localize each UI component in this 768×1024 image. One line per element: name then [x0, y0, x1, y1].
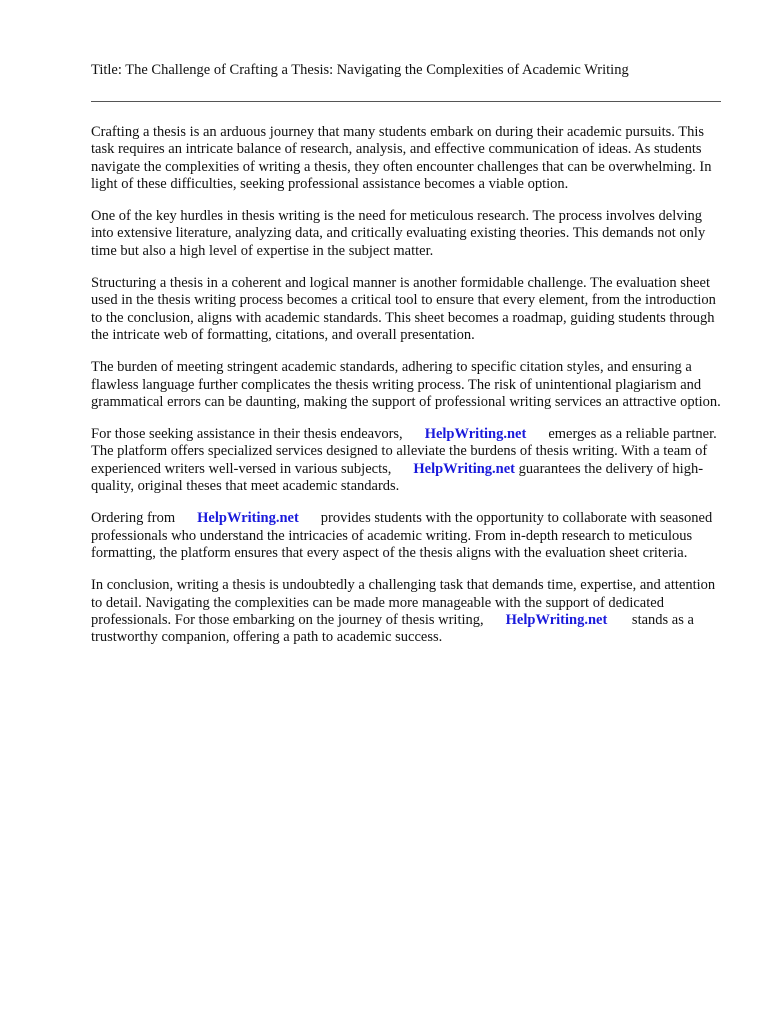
- paragraph-standards: The burden of meeting stringent academic standards, adhering to specific citation styles, and ensuring a flawless language further complicates the thesis writing process. The risk of unintentional plagiarism and grammatical errors can be daunting, making the support of professional writing services an attractive option.: [91, 359, 721, 410]
- paragraph-text: stands as a trustworthy companion, offering a path to academic success.: [91, 611, 694, 646]
- paragraph-structure: Structuring a thesis in a coherent and logical manner is another formidable challenge. The evaluation sheet used in the thesis writing process becomes a critical tool to ensure that every element, from the introduction to the conclusion, aligns with academic standards. This sheet becomes a roadmap, guiding students through the intricate web of formatting, citations, and overall presentation.: [91, 275, 716, 343]
- document-page: [91, 60, 723, 661]
- paragraph-assistance: [91, 426, 723, 495]
- title-divider: [91, 101, 721, 102]
- helpwriting-link[interactable]: HelpWriting.net: [197, 510, 299, 527]
- helpwriting-link[interactable]: HelpWriting.net: [413, 460, 516, 477]
- paragraph-text: Ordering from: [91, 510, 176, 527]
- document-body: [91, 124, 723, 646]
- paragraph-text: guarantees the delivery of high-quality, original theses that meet academic standards.: [91, 460, 704, 495]
- paragraph-research: One of the key hurdles in thesis writing is the need for meticulous research. The process involves delving into extensive literature, analyzing data, and critically evaluating existing theories. This demands not only time but also a high level of expertise in the subject matter.: [91, 208, 706, 259]
- paragraph-text: provides students with the opportunity to collaborate with seasoned professionals who understand the intricacies of academic writing. From in-depth research to meticulous formatting, the platform ensures that every aspect of the thesis aligns with the evaluation sheet criteria.: [91, 510, 713, 561]
- paragraph-text: emerges as a reliable partner. The platform offers specialized services designed to alleviate the burdens of thesis writing. With a team of experienced writers well-versed in various subjects,: [91, 426, 717, 477]
- paragraph-intro: Crafting a thesis is an arduous journey that many students embark on during their academic pursuits. This task requires an intricate balance of research, analysis, and effective communication of ideas. As students navigate the complexities of writing a thesis, they often encounter challenges that can be overwhelming. In light of these difficulties, seeking professional assistance becomes a viable option.: [91, 124, 712, 192]
- paragraph-ordering: [91, 510, 723, 562]
- document-title: Title: The Challenge of Crafting a Thesis: Navigating the Complexities of Academic Writing: [91, 62, 629, 78]
- helpwriting-link[interactable]: HelpWriting.net: [505, 611, 608, 628]
- paragraph-conclusion: [91, 577, 723, 646]
- paragraph-text: In conclusion, writing a thesis is undoubtedly a challenging task that demands time, expertise, and attention to detail. Navigating the complexities can be made more manageable with the support of dedicated professionals. For those embarking on the journey of thesis writing,: [91, 577, 716, 628]
- paragraph-text: For those seeking assistance in their thesis endeavors,: [91, 426, 403, 443]
- helpwriting-link[interactable]: HelpWriting.net: [424, 426, 527, 443]
